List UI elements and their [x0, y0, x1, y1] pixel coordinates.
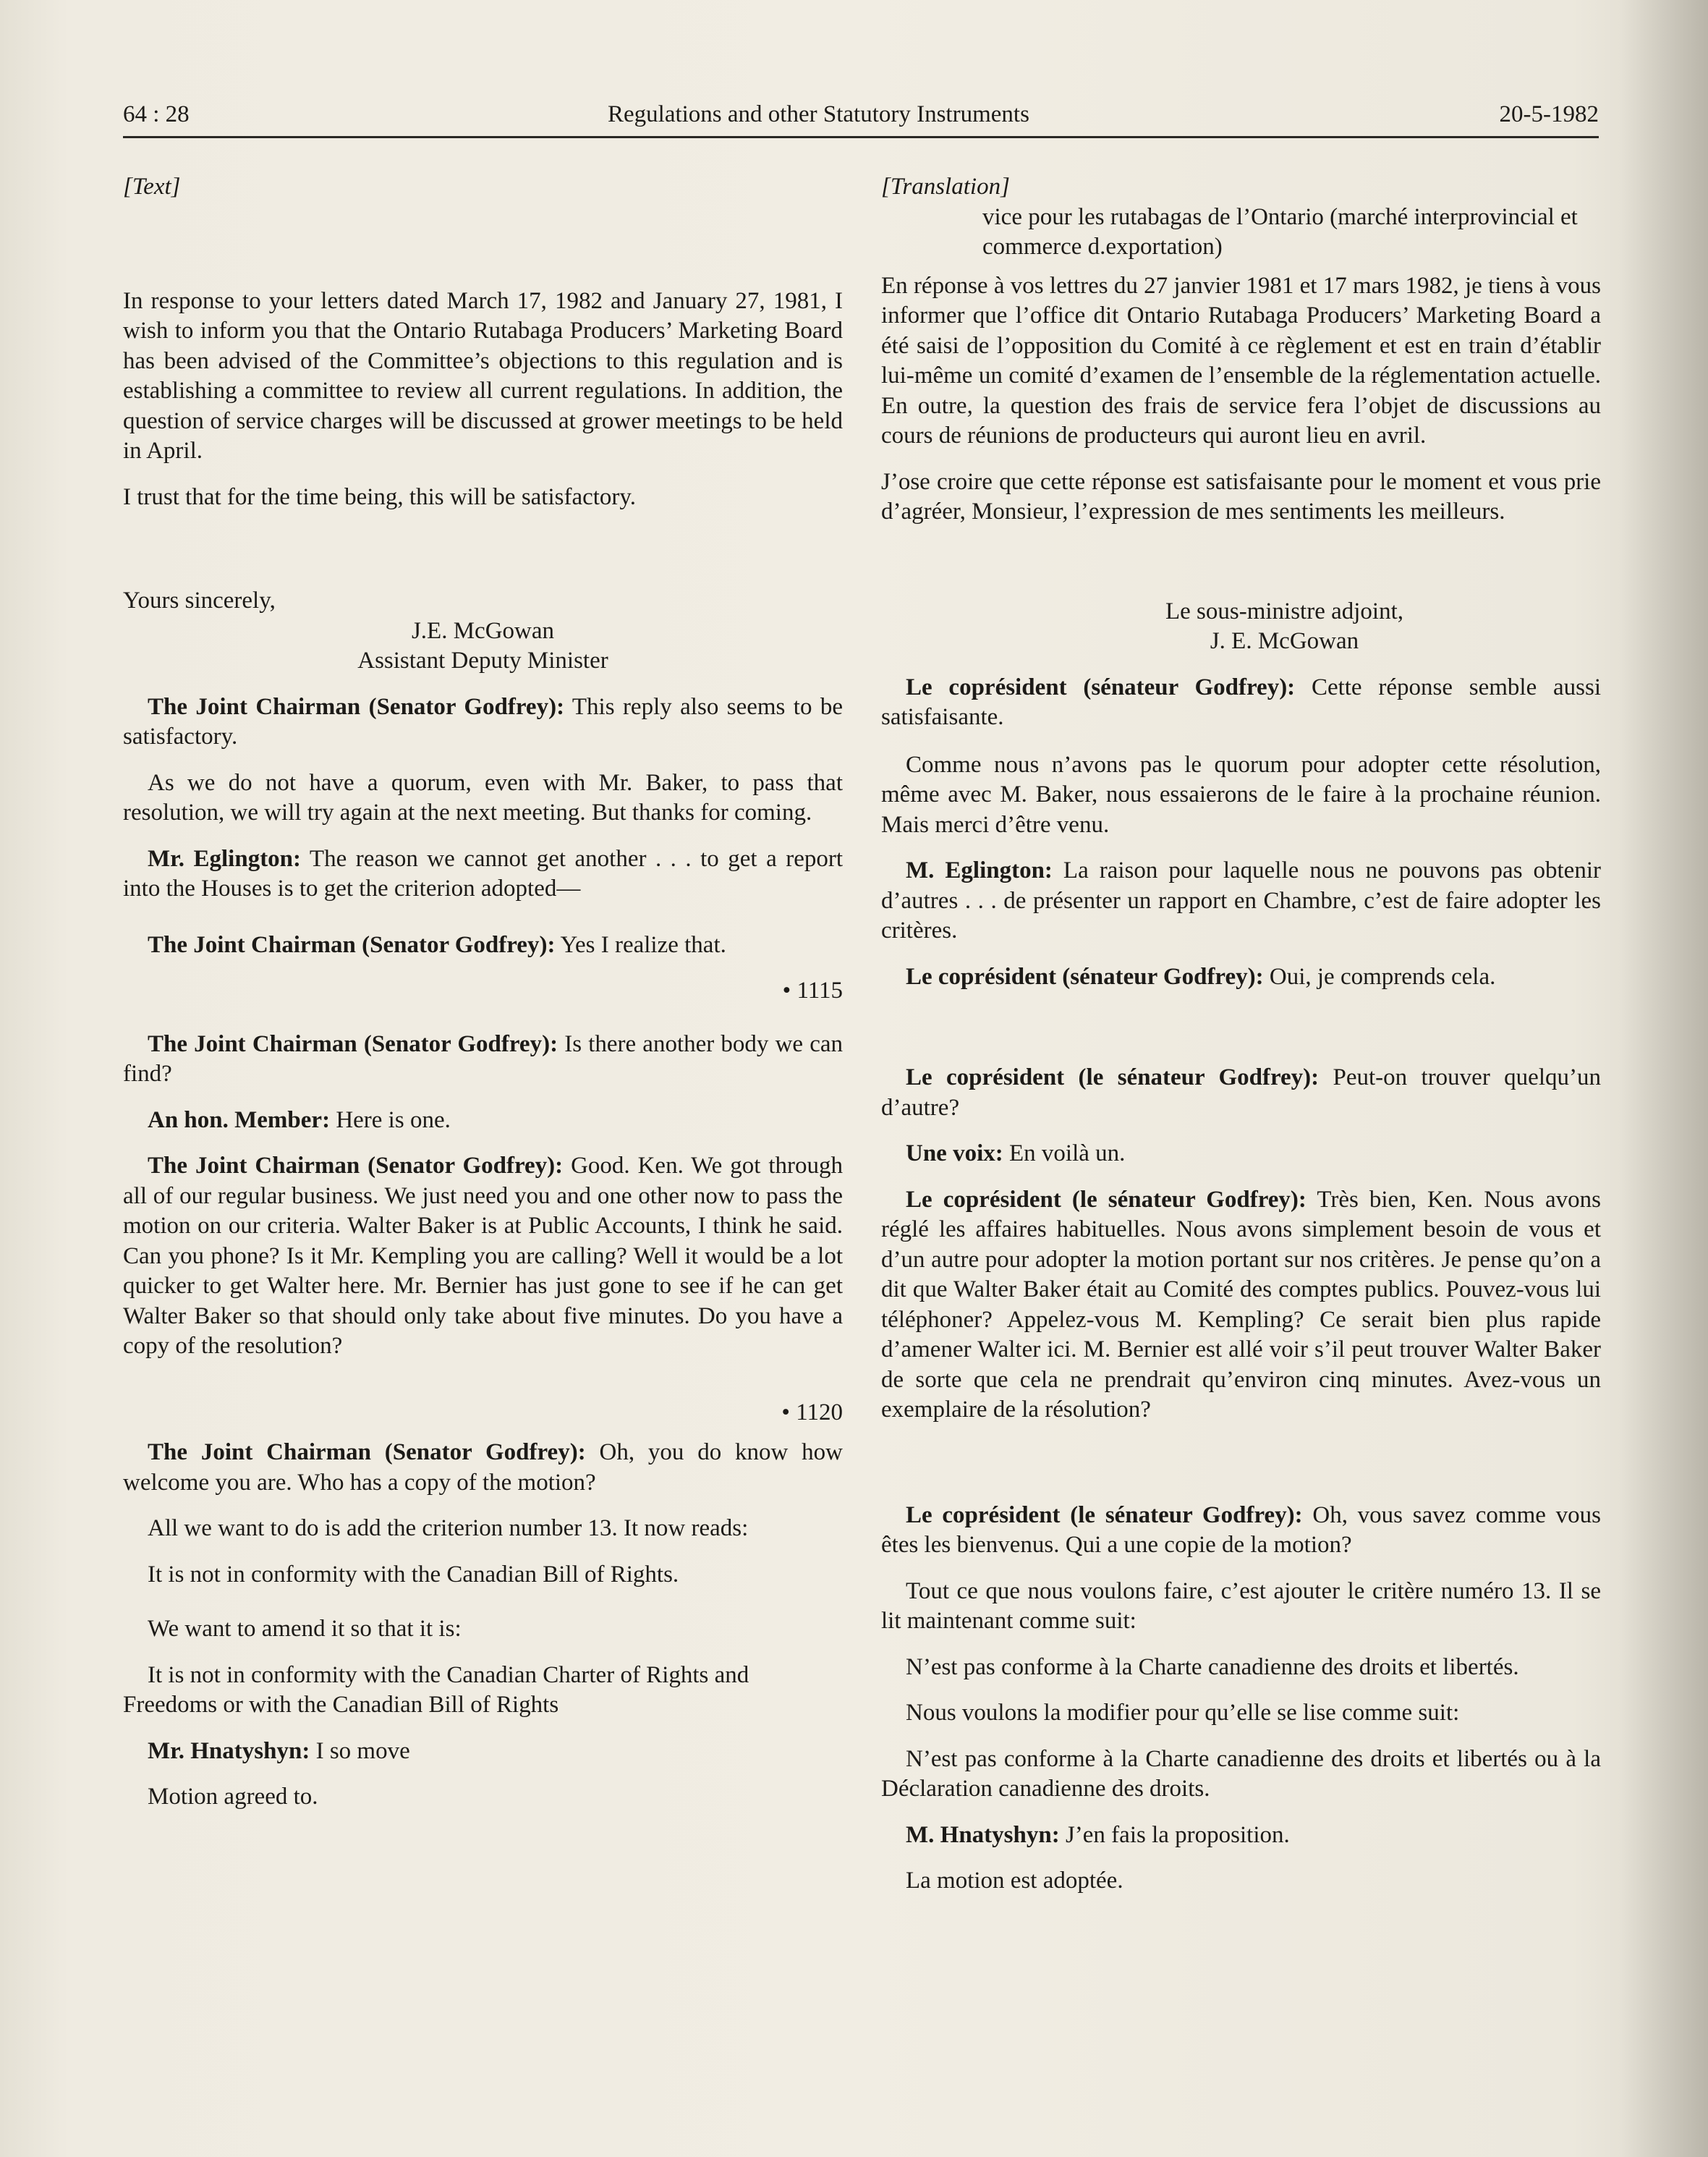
speech: Mr. Eglington: The reason we cannot get another . . . to get a report into the Houses is to get the criterion adopted— — [123, 845, 844, 902]
speaker: The Joint Chairman (Senator Godfrey): — [148, 693, 565, 720]
speech-paragraph: All we want to do is add the criterion number 13. It now reads: — [148, 1515, 749, 1541]
speech-paragraph: Comme nous n’avons pas le quorum pour adopter cette résolution, même avec M. Baker, nous essaierons de le faire à la prochaine réunion. Mais merci d’être venu. — [881, 751, 1601, 838]
letter-paragraph: I trust that for the time being, this will be satisfactory. — [123, 483, 637, 510]
motion-result: Motion agreed to. — [148, 1784, 318, 1810]
speaker: Le coprésident (le sénateur Godfrey): — [906, 1501, 1303, 1528]
speech: Une voix: En voilà un. — [906, 1140, 1126, 1166]
motion-result: La motion est adoptée. — [906, 1868, 1123, 1894]
translation-label: [Translation] — [881, 174, 1010, 200]
speaker: Le coprésident (sénateur Godfrey): — [906, 674, 1296, 700]
speech: The Joint Chairman (Senator Godfrey): Is there another body we can find? — [123, 1030, 843, 1087]
publication-title: Regulations and other Statutory Instruments — [608, 101, 1029, 127]
signature-name: J. E. McGowan — [1210, 628, 1359, 654]
page-number: 64 : 28 — [123, 101, 190, 127]
letter-paragraph: J’ose croire que cette réponse est satisfaisante pour le moment et vous prie d’agréer, Monsieur, l’expression de mes sentiments les meilleurs. — [881, 468, 1601, 525]
speaker: The Joint Chairman (Senator Godfrey): — [148, 1030, 558, 1057]
signature-name: J.E. McGowan — [411, 617, 555, 644]
speaker: The Joint Chairman (Senator Godfrey): — [148, 931, 556, 958]
speech: Le coprésident (le sénateur Godfrey): Peut-on trouver quelqu’un d’autre? — [881, 1064, 1601, 1121]
speaker: Une voix: — [906, 1140, 1003, 1166]
french-column — [881, 172, 1601, 1912]
binding-shadow — [1621, 0, 1708, 2157]
speech-paragraph: Tout ce que nous voulons faire, c’est ajouter le critère numéro 13. Il se lit maintenant comme suit: — [881, 1577, 1601, 1634]
issue-date: 20-5-1982 — [1499, 101, 1599, 127]
speaker: Mr. Hnatyshyn: — [148, 1737, 310, 1764]
speech: M. Eglington: La raison pour laquelle nous ne pouvons pas obtenir d’autres . . . de présenter un rapport en Chambre, c’est de faire adopter les critères. — [881, 857, 1601, 944]
speech: The Joint Chairman (Senator Godfrey): This reply also seems to be satisfactory. — [123, 693, 843, 750]
speech: Mr. Hnatyshyn: I so move — [148, 1737, 410, 1764]
speech: An hon. Member: Here is one. — [148, 1106, 451, 1133]
text-label: [Text] — [123, 174, 181, 200]
speech: Le coprésident (le sénateur Godfrey): Très bien, Ken. Nous avons réglé les affaires habituelles. Nous avons simplement besoin de vous et d’un autre pour adopter la motion portant sur nos critères. Je pense qu’on a dit que Walter Baker était au Comité des comptes publics. Pouvez-vous lui téléphoner? Appelez-vous M. Kempling? Ce serait bien plus rapide d’amener Walter ici. M. Bernier est allé voir s’il peut trouver Walter Baker de sorte que cela ne prendrait qu’environ cinq minutes. Avez-vous un exemplaire de la résolution? — [881, 1186, 1601, 1423]
continued-heading: vice pour les rutabagas de l’Ontario (marché interprovincial et commerce d.exportation) — [982, 203, 1578, 260]
signature-title: Assistant Deputy Minister — [357, 648, 608, 674]
time-marker: • 1120 — [781, 1399, 843, 1425]
english-column — [123, 172, 843, 1828]
letter-closing: Yours sincerely, — [123, 588, 276, 614]
speech: The Joint Chairman (Senator Godfrey): Yes I realize that. — [148, 931, 726, 958]
speech-paragraph: As we do not have a quorum, even with Mr. Baker, to pass that resolution, we will try again at the next meeting. But thanks for coming. — [123, 769, 843, 826]
speech-paragraph: We want to amend it so that it is: — [148, 1616, 462, 1642]
speaker: Mr. Eglington: — [148, 845, 302, 872]
speaker: Le coprésident (le sénateur Godfrey): — [906, 1064, 1320, 1090]
speaker: Le coprésident (le sénateur Godfrey): — [906, 1186, 1307, 1213]
signature-title: Le sous-ministre adjoint, — [1165, 598, 1404, 624]
letter-paragraph: In response to your letters dated March 17, 1982 and January 27, 1981, I wish to inform you that the Ontario Rutabaga Producers’ Marketing Board has been advised of the Committee’s objections to this regulation and is establishing a committee to review all current regulations. In addition, the question of service charges will be discussed at grower meetings to be held in April. — [123, 287, 843, 464]
speaker: M. Hnatyshyn: — [906, 1821, 1060, 1848]
speaker: The Joint Chairman (Senator Godfrey): — [148, 1439, 586, 1465]
speaker: The Joint Chairman (Senator Godfrey): — [148, 1153, 564, 1179]
quoted-criterion: It is not in conformity with the Canadian Charter of Rights and Freedoms or with the Canadian Bill of Rights — [123, 1661, 749, 1718]
speech-paragraph: Nous voulons la modifier pour qu’elle se lise comme suit: — [906, 1700, 1460, 1726]
quoted-criterion: N’est pas conforme à la Charte canadienne des droits et libertés. — [906, 1653, 1519, 1680]
quoted-criterion: It is not in conformity with the Canadian Bill of Rights. — [148, 1561, 679, 1588]
running-header — [123, 101, 1599, 138]
speaker: M. Eglington: — [906, 857, 1053, 883]
speech: Le coprésident (le sénateur Godfrey): Oh, vous savez comme vous êtes les bienvenus. Qui a une copie de la motion? — [881, 1501, 1601, 1558]
time-marker: • 1115 — [782, 978, 843, 1004]
speech: The Joint Chairman (Senator Godfrey): Good. Ken. We got through all of our regular business. We just need you and one other now to pass the motion on our criteria. Walter Baker is at Public Accounts, I think he said. Can you phone? Is it Mr. Kempling you are calling? Well it would be a lot quicker to get Walter here. Mr. Bernier has just gone to see if he can get Walter Baker so that should only take about five minutes. Do you have a copy of the resolution? — [123, 1153, 843, 1359]
speaker: An hon. Member: — [148, 1106, 331, 1133]
speech: Le coprésident (sénateur Godfrey): Cette réponse semble aussi satisfaisante. — [881, 674, 1601, 730]
speech: The Joint Chairman (Senator Godfrey): Oh, you do know how welcome you are. Who has a copy of the motion? — [123, 1439, 843, 1496]
letter-paragraph: En réponse à vos lettres du 27 janvier 1981 et 17 mars 1982, je tiens à vous informer que l’office dit Ontario Rutabaga Producers’ Marketing Board a été saisi de l’opposition du Comité à ce règlement et est en train d’établir lui-même un comité d’examen de l’ensemble de la réglementation actuelle. En outre, la question des frais de service fera l’objet de discussions au cours de réunions de producteurs qui auront lieu en avril. — [881, 272, 1601, 449]
quoted-criterion: N’est pas conforme à la Charte canadienne des droits et libertés ou à la Déclaration canadienne des droits. — [881, 1745, 1601, 1802]
speech: M. Hnatyshyn: J’en fais la proposition. — [906, 1821, 1290, 1848]
speaker: Le coprésident (sénateur Godfrey): — [906, 963, 1264, 990]
speech: Le coprésident (sénateur Godfrey): Oui, je comprends cela. — [906, 963, 1496, 990]
